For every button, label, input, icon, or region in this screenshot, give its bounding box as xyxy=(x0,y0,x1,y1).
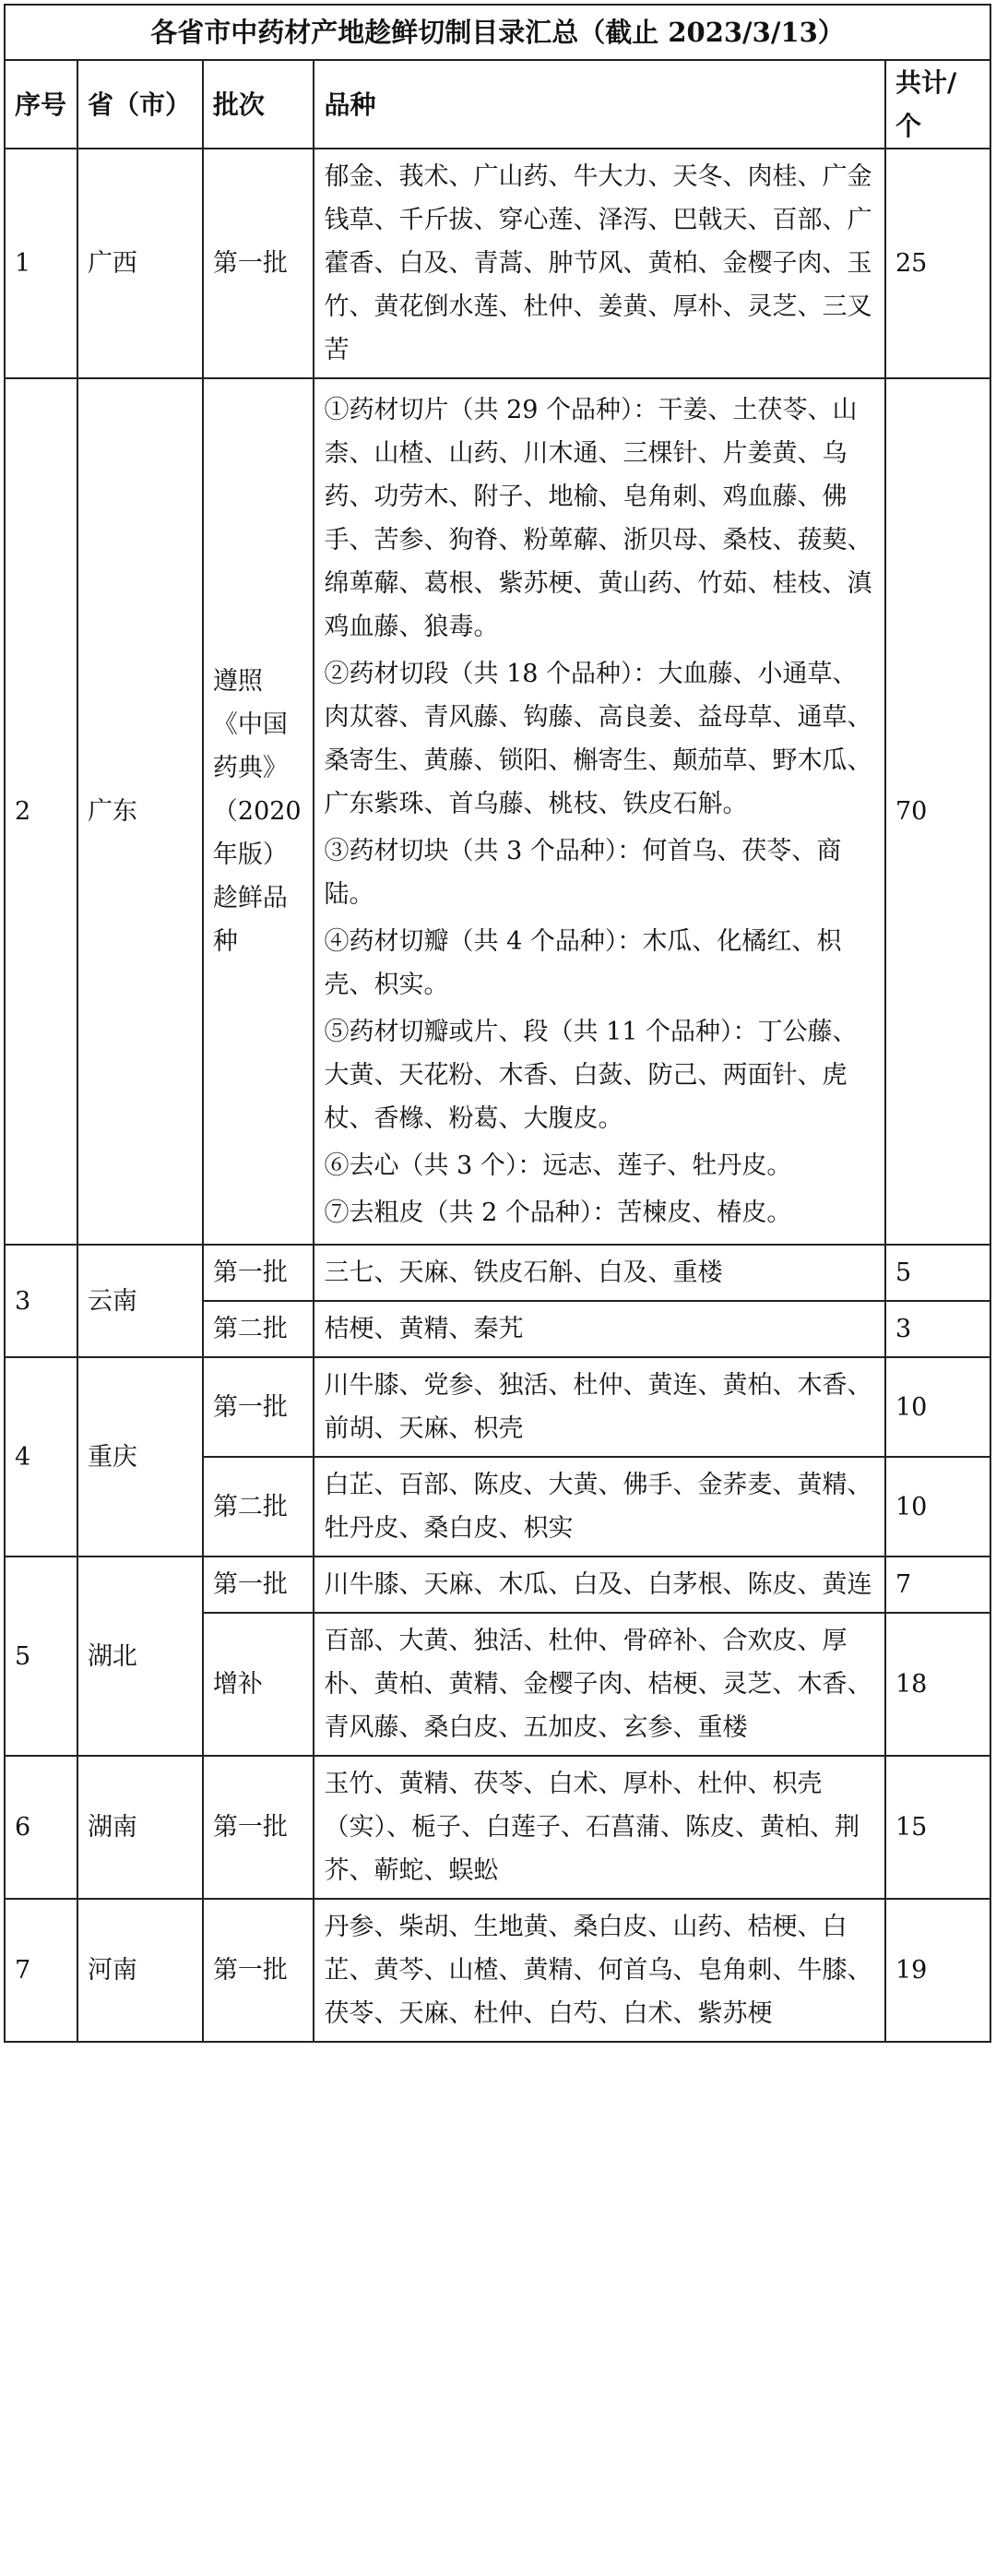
items-paragraph: 川牛膝、天麻、木瓜、白及、白茅根、陈皮、黄连 xyxy=(324,1570,872,1599)
cell-batch: 第一批 xyxy=(203,1357,314,1457)
table-body xyxy=(5,5,990,2042)
items-paragraph: ①药材切片（共 29 个品种）：干姜、土茯苓、山柰、山楂、山药、川木通、三棵针、片姜黄、乌药、功劳木、附子、地榆、皂角刺、鸡血藤、佛手、苦参、狗脊、粉萆薢、浙贝母、桑枝、菝葜、绵萆薢、葛根、紫苏梗、黄山药、竹茹、桂枝、滇鸡血藤、狼毒。 xyxy=(324,396,872,641)
cell-count: 3 xyxy=(885,1301,990,1357)
cell-batch: 第一批 xyxy=(203,1899,314,2042)
cell-province: 广东 xyxy=(77,378,203,1245)
items-paragraph: 百部、大黄、独活、杜仲、骨碎补、合欢皮、厚朴、黄柏、黄精、金樱子肉、桔梗、灵芝、木香、青风藤、桑白皮、五加皮、玄参、重楼 xyxy=(324,1627,872,1742)
cell-items xyxy=(314,1756,884,1899)
cell-no: 3 xyxy=(5,1245,77,1357)
table-row xyxy=(5,378,990,1245)
cell-items xyxy=(314,378,884,1245)
table-row xyxy=(5,1245,990,1301)
header-province: 省（市） xyxy=(77,60,203,149)
cell-count: 25 xyxy=(885,149,990,378)
cell-count: 19 xyxy=(885,1899,990,2042)
items-paragraph: ②药材切段（共 18 个品种）：大血藤、小通草、肉苁蓉、青风藤、钩藤、高良姜、益母草、通草、桑寄生、黄藤、锁阳、槲寄生、颠茄草、野木瓜、广东紫珠、首乌藤、桃枝、铁皮石斛。 xyxy=(324,660,872,818)
cell-count: 15 xyxy=(885,1756,990,1899)
cell-items xyxy=(314,1457,884,1556)
cell-items xyxy=(314,1613,884,1756)
cell-no: 4 xyxy=(5,1357,77,1556)
cell-batch: 第二批 xyxy=(203,1457,314,1556)
items-paragraph: 玉竹、黄精、茯苓、白术、厚朴、杜仲、枳壳（实）、栀子、白莲子、石菖蒲、陈皮、黄柏、荆芥、蕲蛇、蜈蚣 xyxy=(324,1770,860,1885)
header-count: 共计/个 xyxy=(885,60,990,149)
header-no: 序号 xyxy=(5,60,77,149)
cell-items xyxy=(314,1245,884,1301)
table-row xyxy=(5,149,990,378)
cell-province: 广西 xyxy=(77,149,203,378)
cell-province: 湖南 xyxy=(77,1756,203,1899)
cell-no: 6 xyxy=(5,1756,77,1899)
items-paragraph: 郁金、莪术、广山药、牛大力、天冬、肉桂、广金钱草、千斤拔、穿心莲、泽泻、巴戟天、百部、广藿香、白及、青蒿、肿节风、黄柏、金樱子肉、玉竹、黄花倒水莲、杜仲、姜黄、厚朴、灵芝、三叉苦 xyxy=(324,162,872,364)
cell-province: 重庆 xyxy=(77,1357,203,1556)
items-paragraph: 川牛膝、党参、独活、杜仲、黄连、黄柏、木香、前胡、天麻、枳壳 xyxy=(324,1371,872,1443)
cell-items xyxy=(314,1899,884,2042)
table-row xyxy=(5,1357,990,1457)
cell-items xyxy=(314,1357,884,1457)
items-paragraph: 三七、天麻、铁皮石斛、白及、重楼 xyxy=(324,1258,723,1287)
table-row xyxy=(5,1899,990,2042)
table-row xyxy=(5,1556,990,1613)
header-row xyxy=(5,60,990,149)
cell-count: 5 xyxy=(885,1245,990,1301)
cell-count: 10 xyxy=(885,1357,990,1457)
cell-province: 河南 xyxy=(77,1899,203,2042)
cell-items xyxy=(314,1301,884,1357)
header-items: 品种 xyxy=(314,60,884,149)
cell-batch: 遵照《中国药典》（2020年版）趁鲜品种 xyxy=(203,378,314,1245)
table-title: 各省市中药材产地趁鲜切制目录汇总（截止 2023/3/13） xyxy=(5,5,990,60)
cell-batch: 第一批 xyxy=(203,1245,314,1301)
cell-batch: 第一批 xyxy=(203,1556,314,1613)
cell-no: 5 xyxy=(5,1556,77,1756)
items-paragraph: ③药材切块（共 3 个品种）：何首乌、茯苓、商陆。 xyxy=(324,837,842,909)
cell-no: 2 xyxy=(5,378,77,1245)
cell-items xyxy=(314,149,884,378)
items-paragraph: ⑤药材切瓣或片、段（共 11 个品种）：丁公藤、大黄、天花粉、木香、白蔹、防己、两面针、虎杖、香橼、粉葛、大腹皮。 xyxy=(324,1018,858,1133)
items-paragraph: 桔梗、黄精、秦艽 xyxy=(324,1315,524,1343)
table-row xyxy=(5,1756,990,1899)
items-paragraph: 丹参、柴胡、生地黄、桑白皮、山药、桔梗、白芷、黄芩、山楂、黄精、何首乌、皂角刺、牛膝、茯苓、天麻、杜仲、白芍、白术、紫苏梗 xyxy=(324,1913,872,2028)
catalog-table xyxy=(4,4,991,2043)
items-paragraph: ⑦去粗皮（共 2 个品种）：苦楝皮、椿皮。 xyxy=(324,1199,792,1227)
cell-count: 18 xyxy=(885,1613,990,1756)
cell-count: 10 xyxy=(885,1457,990,1556)
items-paragraph: 白芷、百部、陈皮、大黄、佛手、金荞麦、黄精、牡丹皮、桑白皮、枳实 xyxy=(324,1471,872,1543)
cell-province: 湖北 xyxy=(77,1556,203,1756)
cell-no: 7 xyxy=(5,1899,77,2042)
items-paragraph: ⑥去心（共 3 个）：远志、莲子、牡丹皮。 xyxy=(324,1151,792,1180)
cell-count: 7 xyxy=(885,1556,990,1613)
cell-batch: 第二批 xyxy=(203,1301,314,1357)
cell-province: 云南 xyxy=(77,1245,203,1357)
cell-count: 70 xyxy=(885,378,990,1245)
cell-batch: 第一批 xyxy=(203,149,314,378)
cell-items xyxy=(314,1556,884,1613)
cell-batch: 增补 xyxy=(203,1613,314,1756)
title-row xyxy=(5,5,990,60)
cell-batch: 第一批 xyxy=(203,1756,314,1899)
cell-no: 1 xyxy=(5,149,77,378)
header-batch: 批次 xyxy=(203,60,314,149)
items-paragraph: ④药材切瓣（共 4 个品种）：木瓜、化橘红、枳壳、枳实。 xyxy=(324,927,842,999)
